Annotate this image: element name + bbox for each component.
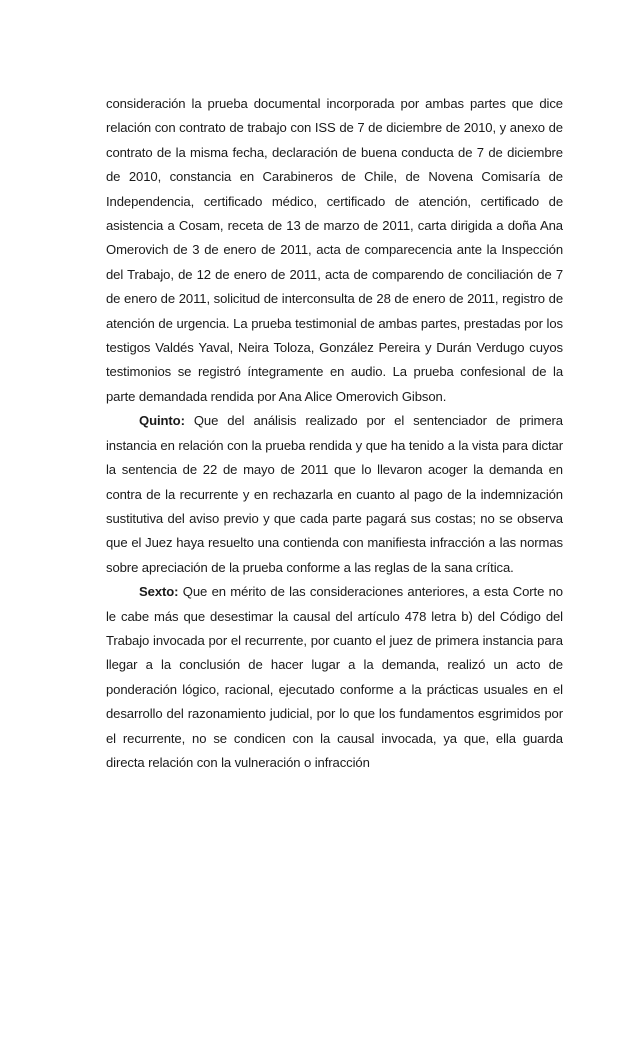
paragraph-text: consideración la prueba documental incorporada por ambas partes que dice relación con contrato de trabajo con ISS de 7 de diciembre de 2010, y anexo de contrato de la misma fecha, declaración de buena conducta de 7 de diciembre de 2010, constancia en Carabineros de Chile, de Novena Comisaría de Independencia, certificado médico, certificado de atención, certificado de asistencia a Cosam, receta de 13 de marzo de 2011, carta dirigida a doña Ana Omerovich de 3 de enero de 2011, acta de comparecencia ante la Inspección del Trabajo, de 12 de enero de 2011, acta de comparendo de conciliación de 7 de enero de 2011, solicitud de interconsulta de 28 de enero de 2011, registro de atención de urgencia. La prueba testimonial de ambas partes, prestadas por los testigos Valdés Yaval, Neira Toloza, González Pereira y Durán Verdugo cuyos testimonios se registró íntegramente en audio. La prueba confesional de la parte demandada rendida por Ana Alice Omerovich Gibson. [106, 96, 563, 404]
paragraph-text: Que en mérito de las consideraciones anteriores, a esta Corte no le cabe más que desestimar la causal del artículo 478 letra b) del Código del Trabajo invocada por el recurrente, por cuanto el juez de primera instancia para llegar a la conclusión de hacer lugar a la demanda, realizó un acto de ponderación lógico, racional, ejecutado conforme a la prácticas usuales en el desarrollo del razonamiento judicial, por lo que los fundamentos esgrimidos por el recurrente, no se condicen con la causal invocada, ya que, ella guarda directa relación con la vulneración o infracción [106, 584, 563, 770]
section-heading-sexto: Sexto: [139, 584, 179, 600]
paragraph-text: Que del análisis realizado por el sentenciador de primera instancia en relación con la prueba rendida y que ha tenido a la vista para dictar la sentencia de 22 de mayo de 2011 que lo llevaron acoger la demanda en contra de la recurrente y en rechazarla en cuanto al pago de la indemnización sustitutiva del aviso previo y que cada parte pagará sus costas; no se observa que el Juez haya resuelto una contienda con manifiesta infracción a las normas sobre apreciación de la prueba conforme a las reglas de la sana crítica. [106, 413, 563, 575]
paragraph-prueba [106, 92, 563, 409]
paragraph-sexto [106, 580, 563, 775]
section-heading-quinto: Quinto: [139, 413, 185, 429]
document-body [106, 92, 563, 775]
paragraph-quinto [106, 409, 563, 580]
